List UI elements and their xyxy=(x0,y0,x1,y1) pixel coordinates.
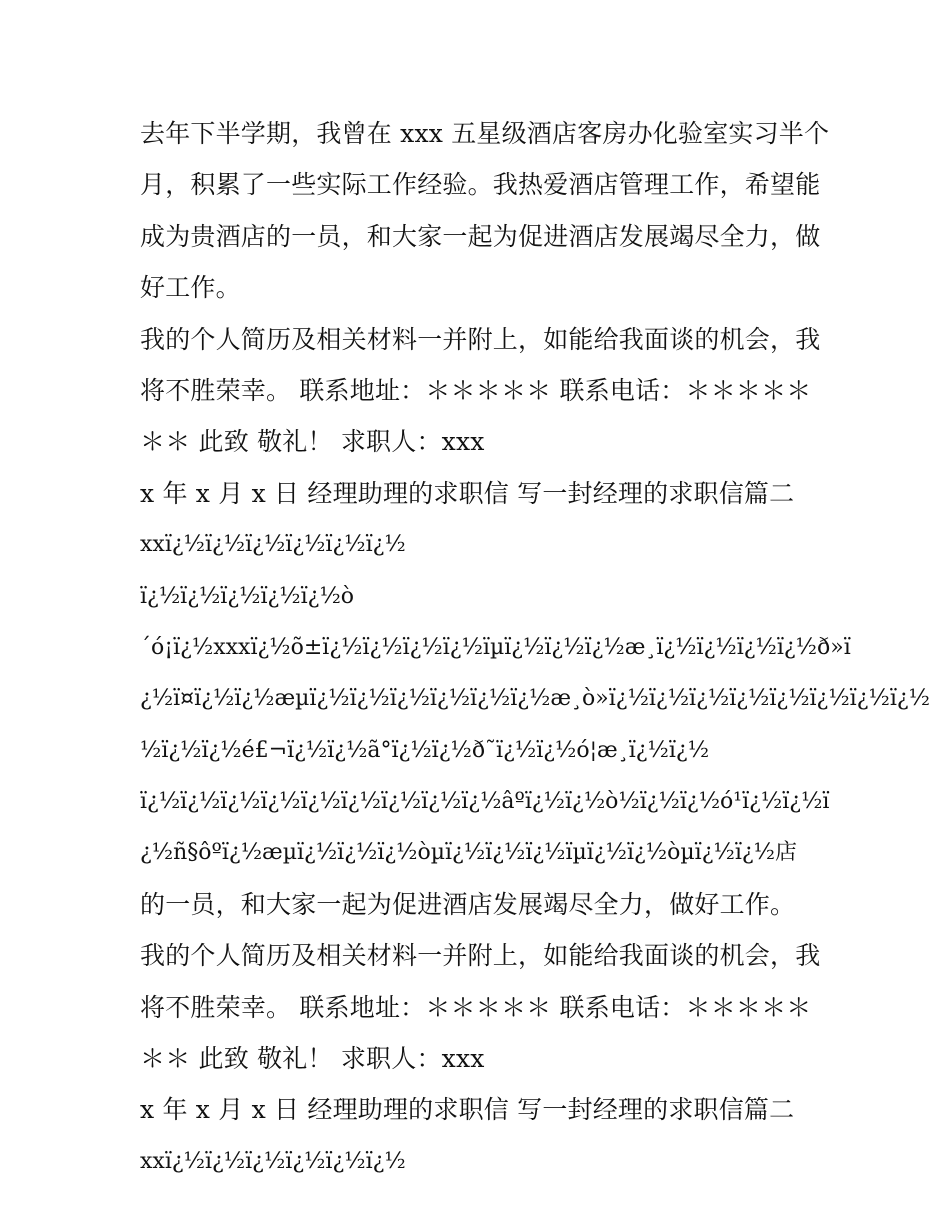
text-line-3: 成为贵酒店的一员，和大家一起为促进酒店发展竭尽全力，做 xyxy=(140,221,821,251)
garbled-line-7: ¿½ñ§ôºï¿½æµï¿½ï¿½ï¿½òµï¿½ï¿½ï¿½ïµï¿½ï¿½òµï¿½ï¿½店 xyxy=(140,840,797,866)
text-line-6: 将不胜荣幸。 联系地址：＊＊＊＊＊ 联系电话：＊＊＊＊＊ xyxy=(140,375,812,405)
garbled-line-8: xxï¿½ï¿½ï¿½ï¿½ï¿½ï¿½ xyxy=(140,1148,406,1174)
text-line-1: 去年下半学期，我曾在 xxx 五星级酒店客房办化验室实习半个 xyxy=(140,119,830,148)
text-line-13: x 年 x 月 x 日 经理助理的求职信 写一封经理的求职信篇二 xyxy=(140,1095,795,1125)
text-line-2: 月，积累了一些实际工作经验。我热爱酒店管理工作，希望能 xyxy=(140,170,821,200)
garbled-line-4: ¿½ï¤ï¿½ï¿½æµï¿½ï¿½ï¿½ï¿½ï¿½ï¿½æ¸ò»ï¿½ï¿½ï¿½ï¿½ï¿½ï¿½ï¿½ï¿½ xyxy=(140,686,930,712)
garbled-line-5: ½ï¿½ï¿½é£¬ï¿½ï¿½ã°ï¿½ï¿½ð˜ï¿½ï¿½ó¦æ¸ï¿½ï¿½ xyxy=(140,737,710,763)
garbled-line-3: ´ó¡ï¿½xxxï¿½õ±ï¿½ï¿½ï¿½ï¿½ïµï¿½ï¿½ï¿½æ¸ï¿½ï¿½ï¿½ï¿½ð»ï xyxy=(140,634,851,660)
text-line-8: x 年 x 月 x 日 经理助理的求职信 写一封经理的求职信篇二 xyxy=(140,478,795,508)
garbled-line-6: ï¿½ï¿½ï¿½ï¿½ï¿½ï¿½ï¿½ï¿½ï¿½âºï¿½ï¿½ò½ï¿½ï¿½ó¹ï¿½ï¿½ï xyxy=(140,789,830,815)
text-line-5: 我的个人简历及相关材料一并附上，如能给我面谈的机会，我 xyxy=(140,324,821,354)
garbled-line-1: xxï¿½ï¿½ï¿½ï¿½ï¿½ï¿½ xyxy=(140,532,406,558)
text-line-12: ＊＊ 此致 敬礼！ 求职人：xxx xyxy=(140,1044,485,1074)
text-line-10: 我的个人简历及相关材料一并附上，如能给我面谈的机会，我 xyxy=(140,941,821,971)
text-line-4: 好工作。 xyxy=(140,273,241,303)
text-line-7: ＊＊ 此致 敬礼！ 求职人：xxx xyxy=(140,427,485,457)
text-line-9: 的一员，和大家一起为促进酒店发展竭尽全力，做好工作。 xyxy=(140,889,796,919)
garbled-line-2: ï¿½ï¿½ï¿½ï¿½ï¿½ò xyxy=(140,583,355,609)
text-line-11: 将不胜荣幸。 联系地址：＊＊＊＊＊ 联系电话：＊＊＊＊＊ xyxy=(140,992,812,1022)
